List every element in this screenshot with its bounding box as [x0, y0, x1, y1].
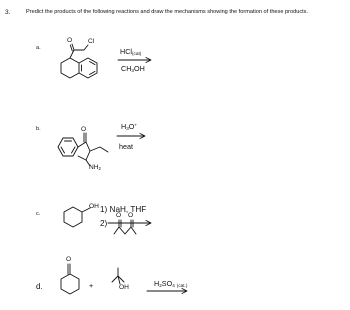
part-b-amine-label: NH2 [89, 164, 101, 171]
part-d-oxygen-label: O [66, 256, 72, 263]
part-c-oxygen-right: O [128, 212, 134, 219]
part-d-hydroxyl-label: OH [119, 284, 129, 291]
part-a-label: a. [36, 45, 41, 51]
part-b-oxygen-label: O [81, 126, 87, 133]
part-d-label: d. [36, 282, 43, 291]
part-d-plus: + [89, 281, 94, 290]
part-c-step1: 1) NaH, THF [100, 205, 147, 214]
acetic-anhydride [114, 220, 136, 234]
part-a-molecule [61, 44, 97, 78]
part-b-reagent-above: H3O+ [121, 122, 138, 131]
part-b-molecule [58, 133, 108, 166]
part-b-label: b. [36, 126, 41, 132]
question-number: 3. [5, 9, 11, 16]
part-c-step2: 2) [100, 219, 108, 228]
part-d-molecule [61, 264, 79, 294]
part-a-chlorine-label: Cl [88, 38, 95, 45]
part-b-reagent-below: heat [119, 142, 133, 151]
question-prompt: Predict the products of the following reactions and draw the mechanisms showing the formation of these products. [26, 9, 309, 15]
part-a-reagent-above: HCl(cat) [120, 47, 142, 56]
part-a-oxygen-label: O [67, 37, 73, 44]
part-d-reagent-above: H2SO4 (cat.) [154, 279, 188, 288]
part-c-molecule [64, 207, 90, 227]
part-a-reagent-below: CH3OH [121, 64, 145, 73]
part-c-oxygen-left: O [116, 212, 122, 219]
part-c-hydroxyl-label: OH [89, 203, 99, 210]
tert-butanol [112, 268, 124, 284]
part-c-label: c. [36, 211, 41, 217]
